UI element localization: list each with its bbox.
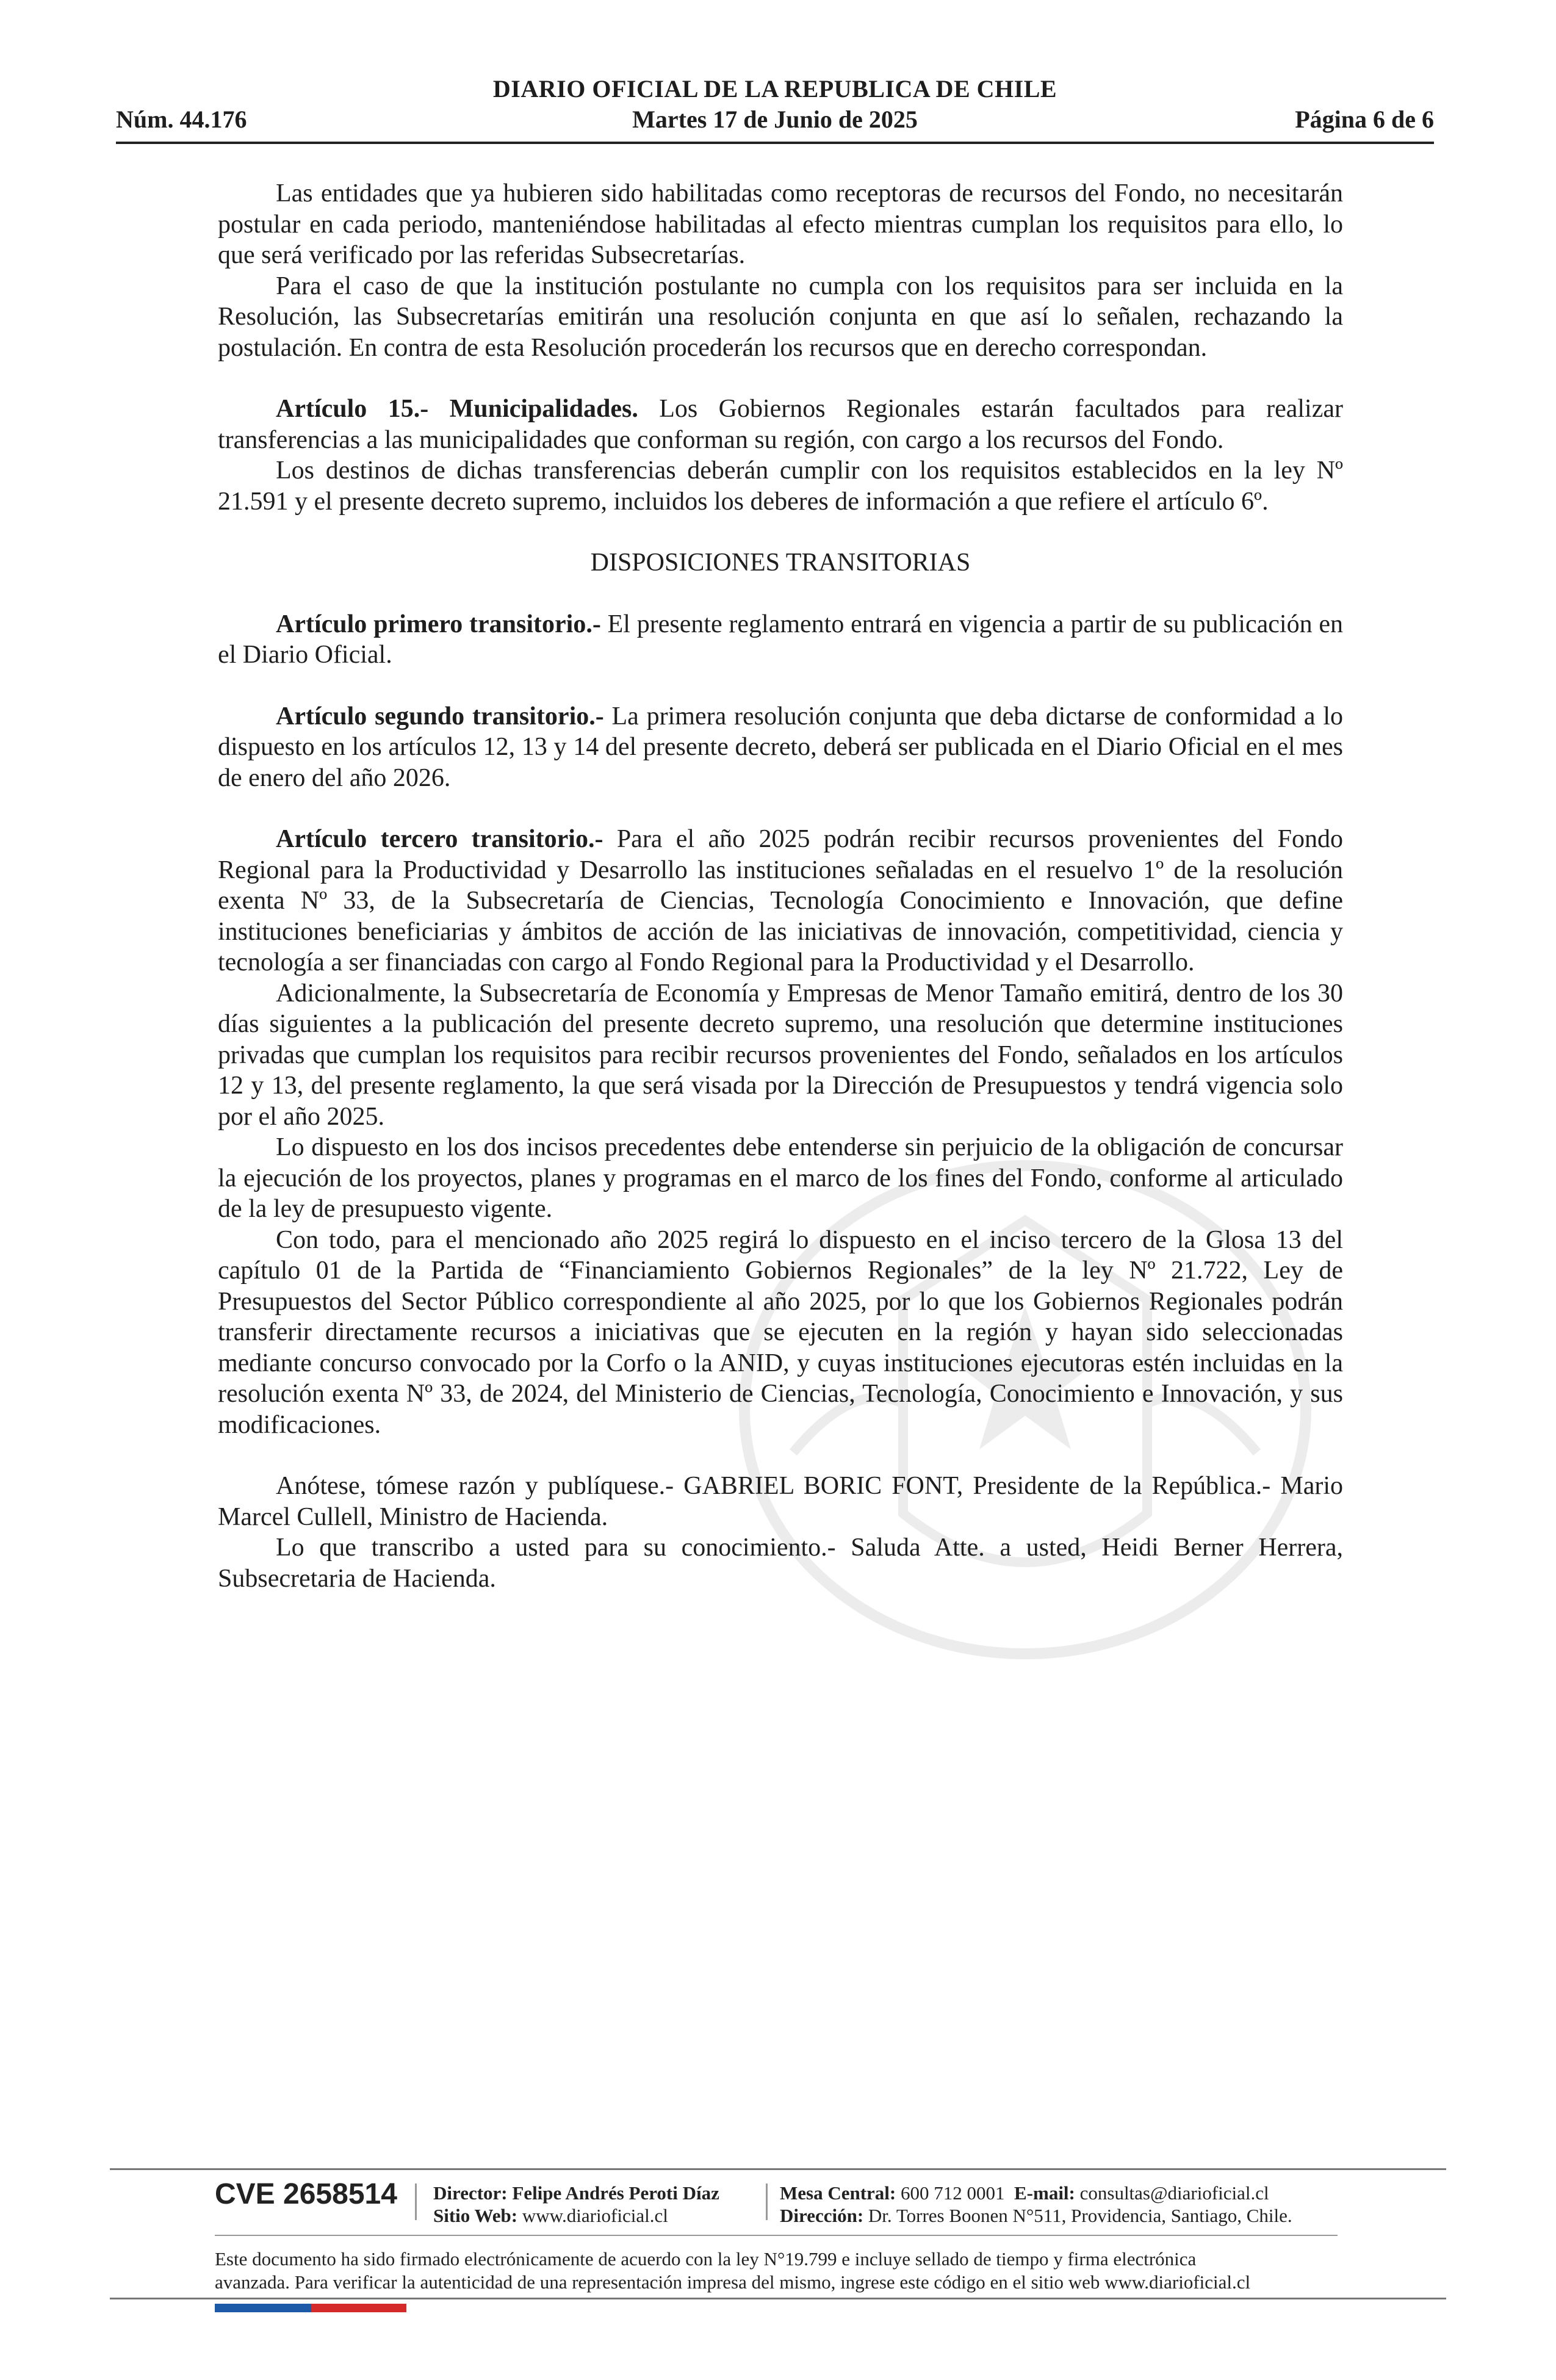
director-name: Felipe Andrés Peroti Díaz [512, 2182, 719, 2204]
footer-divider [110, 2298, 1446, 2299]
publication-date: Martes 17 de Junio de 2025 [632, 106, 918, 133]
article-text: La primera resolución conjunta que deba dictarse de conformidad a lo dispuesto en los artículos 12, 13 y 14 del presente decreto, deberá ser publicada en el Diario Oficial en el mes de enero del año 2026. [218, 702, 1343, 792]
address-text: Dr. Torres Boonen N°511, Providencia, Santiago, Chile. [868, 2205, 1292, 2226]
footer-director-info [433, 2182, 719, 2227]
footer-divider [110, 2168, 1446, 2170]
flag-stripe-blue [215, 2304, 311, 2312]
closing-transcription: Lo que transcribo a usted para su conocimiento.- Saluda Atte. a usted, Heidi Berner Herrera, Subsecretaria de Hacienda. [218, 1534, 1343, 1593]
paragraph: Las entidades que ya hubieren sido habilitadas como receptoras de recursos del Fondo, no necesitarán postular en cada periodo, manteniéndose habilitadas al efecto mientras cumplan los requisitos para ello, lo que será verificado por las referidas Subsecretarías. [218, 179, 1343, 269]
article-text: El presente reglamento entrará en vigencia a partir de su publicación en el Diario Oficial. [218, 610, 1343, 669]
article-15 [218, 394, 1343, 455]
closing-signatures: Anótese, tómese razón y publíquese.- GABRIEL BORIC FONT, Presidente de la República.- Mario Marcel Cullell, Ministro de Hacienda. [218, 1472, 1343, 1531]
transitional-article-2 [218, 701, 1343, 794]
legal-line: avanzada. Para verificar la autenticidad de una representación impresa del mismo, ingrese este código en el sitio web www.diarioficial.cl [215, 2271, 1251, 2293]
cve-code: CVE 2658514 [215, 2178, 397, 2210]
legal-notice [215, 2248, 1350, 2294]
address-label: Dirección: [780, 2205, 864, 2226]
website-label: Sitio Web: [433, 2205, 518, 2226]
phone-number: 600 712 0001 [901, 2182, 1005, 2204]
paragraph: Para el caso de que la institución postulante no cumpla con los requisitos para ser incluida en la Resolución, las Subsecretarías emitirán una resolución conjunta en que así lo señalen, rechazando la postulación. En contra de esta Resolución procederán los recursos que en derecho correspondan. [218, 272, 1343, 362]
section-heading: DISPOSICIONES TRANSITORIAS [590, 549, 971, 577]
email-label: E-mail: [1014, 2182, 1075, 2204]
flag-stripe-red [311, 2304, 406, 2312]
legal-line: Este documento ha sido firmado electrónicamente de acuerdo con la ley N°19.799 e incluye sellado de tiempo y firma electrónica [215, 2248, 1197, 2270]
email-link[interactable]: consultas@diarioficial.cl [1079, 2182, 1269, 2204]
footer-separator [415, 2183, 417, 2220]
paragraph: Los destinos de dichas transferencias deberán cumplir con los requisitos establecidos en la ley Nº 21.591 y el presente decreto supremo, incluidos los deberes de información a que refiere el artículo 6º. [218, 456, 1343, 516]
page-number: Página 6 de 6 [1295, 106, 1434, 133]
issue-number: Núm. 44.176 [116, 106, 247, 133]
paragraph: Con todo, para el mencionado año 2025 regirá lo dispuesto en el inciso tercero de la Glosa 13 del capítulo 01 de la Partida de “Financiamiento Gobiernos Regionales” de la ley Nº 21.722, Ley de Presupuestos del Sector Público correspondiente al año 2025, por lo que los Gobiernos Regionales podrán transferir directamente recursos a iniciativas que se ejecuten en la región y hayan sido seleccionadas mediante concurso convocado por la Corfo o la ANID, y cuyas instituciones ejecutoras estén incluidas en la resolución exenta Nº 33, de 2024, del Ministerio de Ciencias, Tecnología, Conocimiento e Innovación, y sus modificaciones. [218, 1225, 1343, 1439]
paragraph: Lo dispuesto en los dos incisos precedentes debe entenderse sin perjuicio de la obligación de concursar la ejecución de los proyectos, planes y programas en el marco de los fines del Fondo, conforme al articulado de la ley de presupuesto vigente. [218, 1133, 1343, 1223]
transitional-article-3 [218, 824, 1343, 978]
header-divider [116, 142, 1434, 144]
article-text: Los Gobiernos Regionales estarán facultados para realizar transferencias a las municipalidades que conforman su región, con cargo a los recursos del Fondo. [218, 395, 1343, 454]
transitional-article-1 [218, 609, 1343, 671]
article-title: Artículo tercero transitorio.- [276, 825, 603, 853]
footer-contact-info [780, 2182, 1292, 2227]
director-label: Director: [433, 2182, 508, 2204]
phone-label: Mesa Central: [780, 2182, 896, 2204]
article-title: Artículo segundo transitorio.- [276, 702, 604, 730]
article-title: Artículo primero transitorio.- [276, 610, 601, 638]
paragraph: Adicionalmente, la Subsecretaría de Economía y Empresas de Menor Tamaño emitirá, dentro de los 30 días siguientes a la publicación del presente decreto supremo, una resolución que determine instituciones privadas que cumplan los requisitos para recibir recursos provenientes del Fondo, señalados en los artículos 12 y 13, del presente reglamento, la que será visada por la Dirección de Presupuestos y tendrá vigencia solo por el año 2025. [218, 979, 1343, 1131]
website-link[interactable]: www.diarioficial.cl [522, 2205, 668, 2226]
page-header [116, 74, 1434, 142]
document-body [218, 178, 1343, 1594]
footer-divider [215, 2235, 1338, 2236]
footer-separator [766, 2183, 768, 2220]
article-text: Para el año 2025 podrán recibir recursos provenientes del Fondo Regional para la Productividad y Desarrollo las instituciones señaladas en el resuelvo 1º de la resolución exenta Nº 33, de la Subsecretaría de Ciencias, Tecnología Conocimiento e Innovación, que define instituciones beneficiarias y ámbitos de acción de las iniciativas de innovación, competitividad, ciencia y tecnología a ser financiadas con cargo al Fondo Regional para la Productividad y el Desarrollo. [218, 825, 1343, 976]
publication-title: DIARIO OFICIAL DE LA REPUBLICA DE CHILE [492, 75, 1057, 103]
article-title: Artículo 15.- Municipalidades. [276, 395, 638, 423]
